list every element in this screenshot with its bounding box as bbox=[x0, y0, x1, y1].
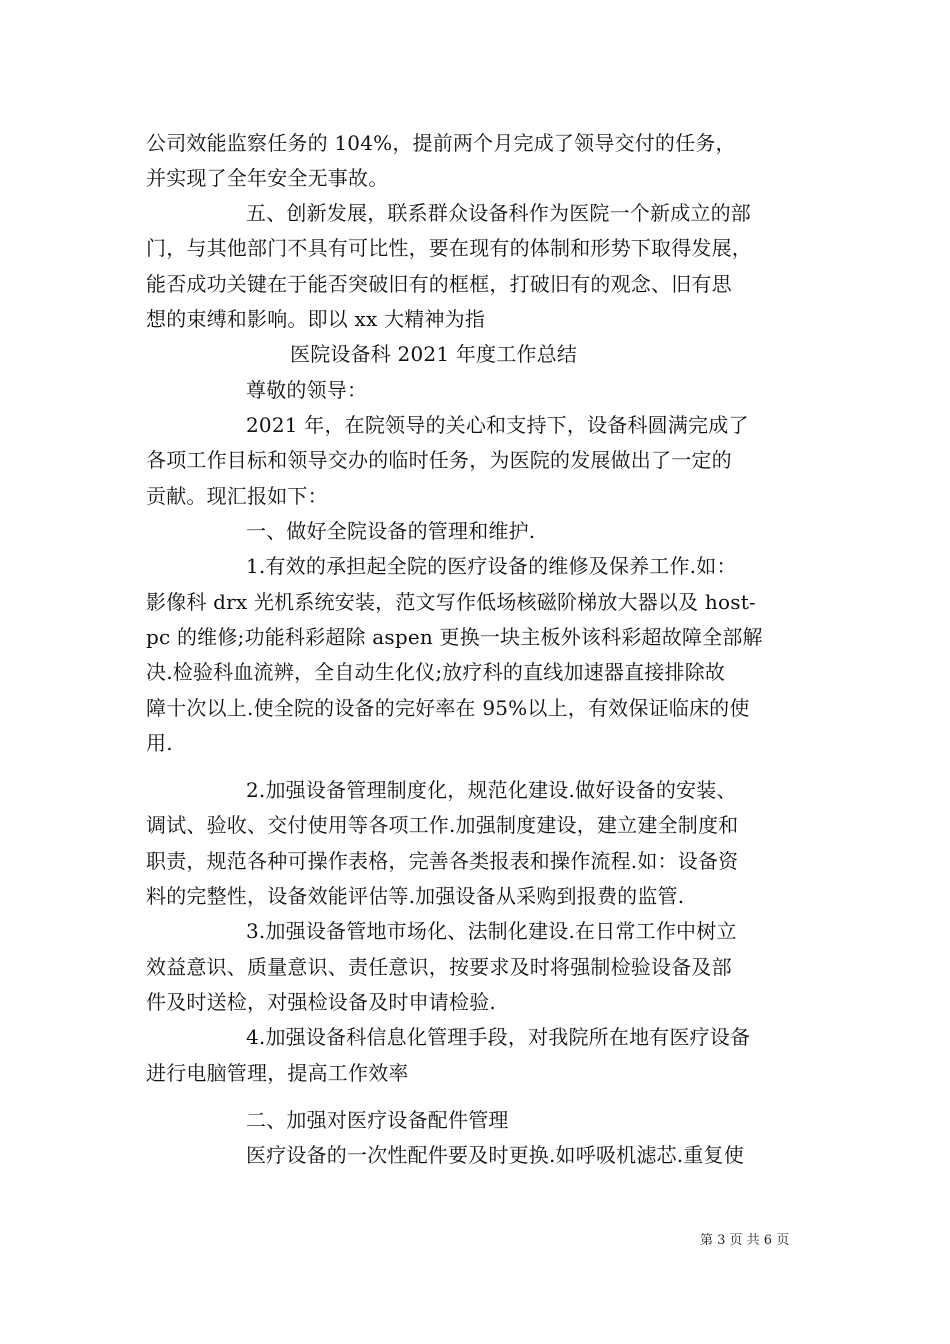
text-line: 五、创新发展，联系群众设备科作为医院一个新成立的部 bbox=[246, 201, 751, 225]
section-heading: 一、做好全院设备的管理和维护. bbox=[246, 519, 536, 543]
page-number: 第 3 页 共 6 页 bbox=[700, 1233, 790, 1248]
text-line: 料的完整性，设备效能评估等.加强设备从采购到报费的监管. bbox=[146, 884, 685, 908]
text-line: 门，与其他部门不具有可比性，要在现有的体制和形势下取得发展， bbox=[146, 236, 752, 260]
text-line: 调试、验收、交付使用等各项工作.加强制度建设，建立建全制度和 bbox=[146, 813, 739, 837]
text-line: 用. bbox=[146, 731, 173, 755]
text-line: 决.检验科血流辨，全自动生化仪;放疗科的直线加速器直接排除故 bbox=[146, 660, 726, 684]
text-line: 公司效能监察任务的 104%，提前两个月完成了领导交付的任务， bbox=[146, 131, 736, 155]
text-line: 影像科 drx 光机系统安装，范文写作低场核磁阶梯放大器以及 host- bbox=[146, 590, 756, 614]
text-line: 职责，规范各种可操作表格，完善各类报表和操作流程.如：设备资 bbox=[146, 849, 739, 873]
text-line: 进行电脑管理，提高工作效率 bbox=[146, 1061, 409, 1085]
section-heading: 二、加强对医疗设备配件管理 bbox=[246, 1108, 509, 1132]
text-line: 障十次以上.使全院的设备的完好率在 95%以上，有效保证临床的使 bbox=[146, 696, 750, 720]
salutation: 尊敬的领导： bbox=[246, 378, 368, 402]
text-line: 并实现了全年安全无事故。 bbox=[146, 166, 389, 190]
document-title: 医院设备科 2021 年度工作总结 bbox=[290, 342, 578, 366]
text-line: 件及时送检，对强检设备及时申请检验. bbox=[146, 990, 496, 1014]
text-line: 各项工作目标和领导交办的临时任务，为医院的发展做出了一定的 bbox=[146, 448, 732, 472]
text-line: pc 的维修;功能科彩超除 aspen 更换一块主板外该科彩超故障全部解 bbox=[146, 625, 763, 649]
text-line: 4.加强设备科信息化管理手段，对我院所在地有医疗设备 bbox=[246, 1025, 751, 1049]
text-line: 能否成功关键在于能否突破旧有的框框，打破旧有的观念、旧有思 bbox=[146, 272, 732, 296]
text-line: 1.有效的承担起全院的医疗设备的维修及保养工作.如： bbox=[246, 554, 737, 578]
text-line: 2021 年，在院领导的关心和支持下，设备科圆满完成了 bbox=[246, 413, 749, 437]
text-line: 贡献。现汇报如下： bbox=[146, 484, 328, 508]
text-line: 效益意识、质量意识、责任意识，按要求及时将强制检验设备及部 bbox=[146, 955, 732, 979]
text-line: 2.加强设备管理制度化，规范化建设.做好设备的安装、 bbox=[246, 778, 737, 802]
text-line: 想的束缚和影响。即以 xx 大精神为指 bbox=[146, 307, 486, 331]
text-line: 医疗设备的一次性配件要及时更换.如呼吸机滤芯.重复使 bbox=[246, 1143, 744, 1167]
text-line: 3.加强设备管地市场化、法制化建设.在日常工作中树立 bbox=[246, 919, 737, 943]
